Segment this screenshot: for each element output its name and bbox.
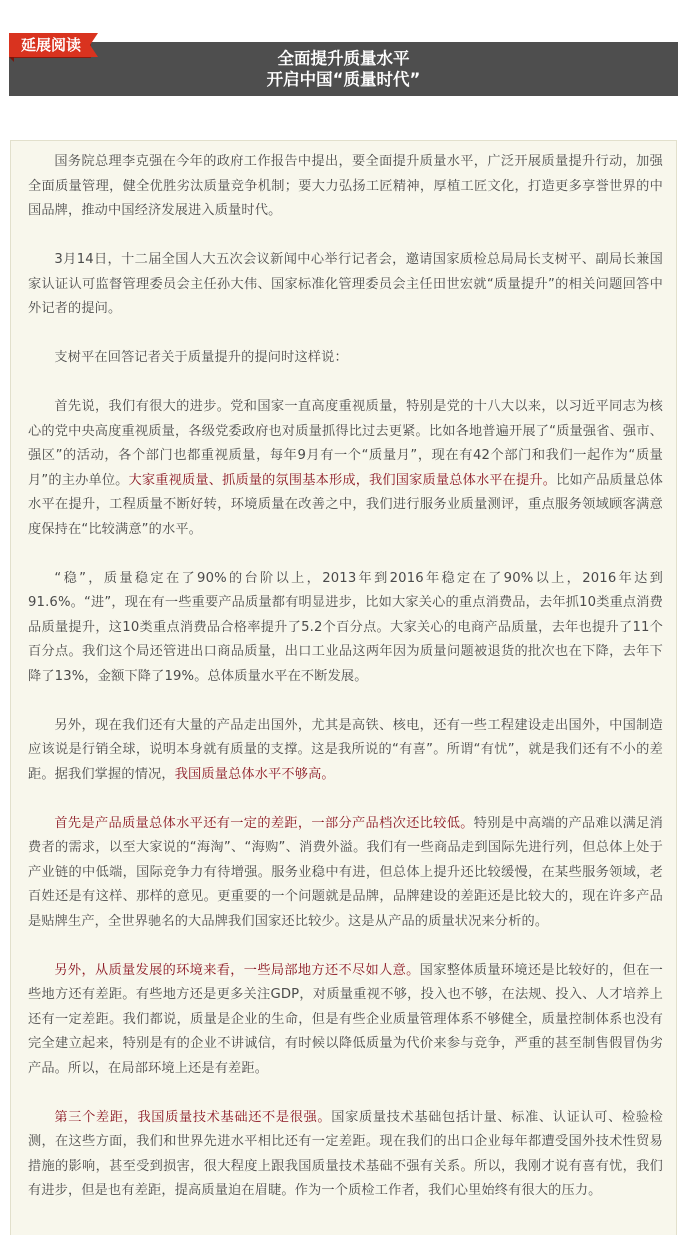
header-bar <box>9 42 678 96</box>
paragraph-8-text-b: 国家整体质量环境还是比较好的，但在一些地方还有差距。有些地方还是更多关注GDP，对质量重视不够，投入也不够，在法规、投入、人才培养上还有一定差距。我们都说，质量是企业的生命，但是有些企业质量管理体系不够健全，质量控制体系也没有完全建立起来，特别是有的企业不讲诚信，有时候以降低质量为代价来参与竞争，严重的甚至制售假冒伪劣产品。所以，在局部环境上还是有差距。 <box>28 962 663 1076</box>
paragraph-1: 国务院总理李克强在今年的政府工作报告中提出，要全面提升质量水平，广泛开展质量提升行动，加强全面质量管理，健全优胜劣汰质量竞争机制；要大力弘扬工匠精神，厚植工匠文化，打造更多享誉世界的中国品牌，推动中国经济发展进入质量时代。 <box>28 154 663 218</box>
paragraph-2: 3月14日，十二届全国人大五次会议新闻中心举行记者会，邀请国家质检总局局长支树平、副局长兼国家认证认可监督管理委员会主任孙大伟、国家标准化管理委员会主任田世宏就“质量提升”的相关问题回答中外记者的提问。 <box>28 252 663 316</box>
header-title-line2: 开启中国“质量时代” <box>266 70 421 89</box>
paragraph-4-text-a: 首先说，我们有很大的进步。党和国家一直高度重视质量，特别是党的十八大以来，以习近平同志为核心的党中央高度重视质量，各级党委政府也对质量抓得比过去更紧。比如各地普遍开展了“质量强省、强市、强区”的活动，各个部门也都重视质量，每年9月有一个“质量月”，现在有42个部门和我们一起作为“质量月”的主办单位。 <box>28 399 663 488</box>
paragraph-5: “稳”，质量稳定在了90%的台阶以上，2013年到2016年稳定在了90%以上，2016年达到91.6%。“进”，现在有一些重要产品质量都有明显进步，比如大家关心的重点消费品，去年抓10类重点消费品质量提升，这10类重点消费品合格率提升了5.2个百分点。大家关心的电商产品质量，去年也提升了11个百分点。我们这个局还管进出口商品质量，出口工业品这两年因为质量问题被退货的批次也在下降，去年下降了13%，金额下降了19%。总体质量水平在不断发展。 <box>28 570 663 684</box>
paragraph-3: 支树平在回答记者关于质量提升的提问时这样说： <box>54 350 348 365</box>
paragraph-7-text-b: 特别是中高端的产品难以满足消费者的需求，以至大家说的“海淘”、“海购”、消费外溢。我们有一些商品走到国际先进行列，但总体上处于产业链的中低端，国际竞争力有待增强。服务业稳中有进，但总体上提升还比较缓慢，在某些服务领域，老百姓还是有这样、那样的意见。更重要的一个问题就是品牌，品牌建设的差距还是比较大的，现在许多产品是贴牌生产，全世界驰名的大品牌我们国家还比较少。这是从产品的质量状况来分析的。 <box>28 815 663 929</box>
extended-reading-tag: 延展阅读 <box>9 33 90 57</box>
paragraph-9-highlight: 第三个差距，我国质量技术基础还不是很强。 <box>54 1109 332 1125</box>
paragraph-4-text-c: 比如产品质量总体水平在提升，工程质量不断好转，环境质量在改善之中，我们进行服务业质量测评，重点服务领域顾客满意度保持在“比较满意”的水平。 <box>28 472 663 537</box>
paragraph-6 <box>28 714 663 788</box>
paragraph-6-text-a: 另外，现在我们还有大量的产品走出国外，尤其是高铁、核电，还有一些工程建设走出国外，中国制造应该说是行销全球，说明本身就有质量的支撑。这是我所说的“有喜”。所谓“有忧”，就是我们还有不小的差距。据我们掌握的情况， <box>28 717 663 782</box>
paragraph-8 <box>28 959 663 1082</box>
paragraph-8-highlight: 另外，从质量发展的环境来看，一些局部地方还不尽如人意。 <box>54 962 420 978</box>
paragraph-4 <box>28 395 663 542</box>
paragraph-9-text-b: 国家质量技术基础包括计量、标准、认证认可、检验检测，在这些方面，我们和世界先进水平相比还有一定差距。现在我们的出口企业每年都遭受国外技术性贸易措施的影响，甚至受到损害，很大程度上跟我国质量技术基础不强有关系。所以，我刚才说有喜有忧，我们有进步，但是也有差距，提高质量迫在眉睫。作为一个质检工作者，我们心里始终有很大的压力。 <box>28 1109 663 1198</box>
header-title-line1: 全面提升质量水平 <box>277 49 410 68</box>
paragraph-9 <box>28 1106 663 1204</box>
paragraph-4-highlight: 大家重视质量、抓质量的氛围基本形成，我们国家质量总体水平在提升。 <box>128 472 557 488</box>
paragraph-7 <box>28 812 663 935</box>
header-title <box>9 48 678 90</box>
article-body <box>10 140 677 1235</box>
paragraph-6-highlight: 我国质量总体水平不够高。 <box>174 766 335 782</box>
paragraph-7-highlight: 首先是产品质量总体水平还有一定的差距，一部分产品档次还比较低。 <box>54 815 474 831</box>
